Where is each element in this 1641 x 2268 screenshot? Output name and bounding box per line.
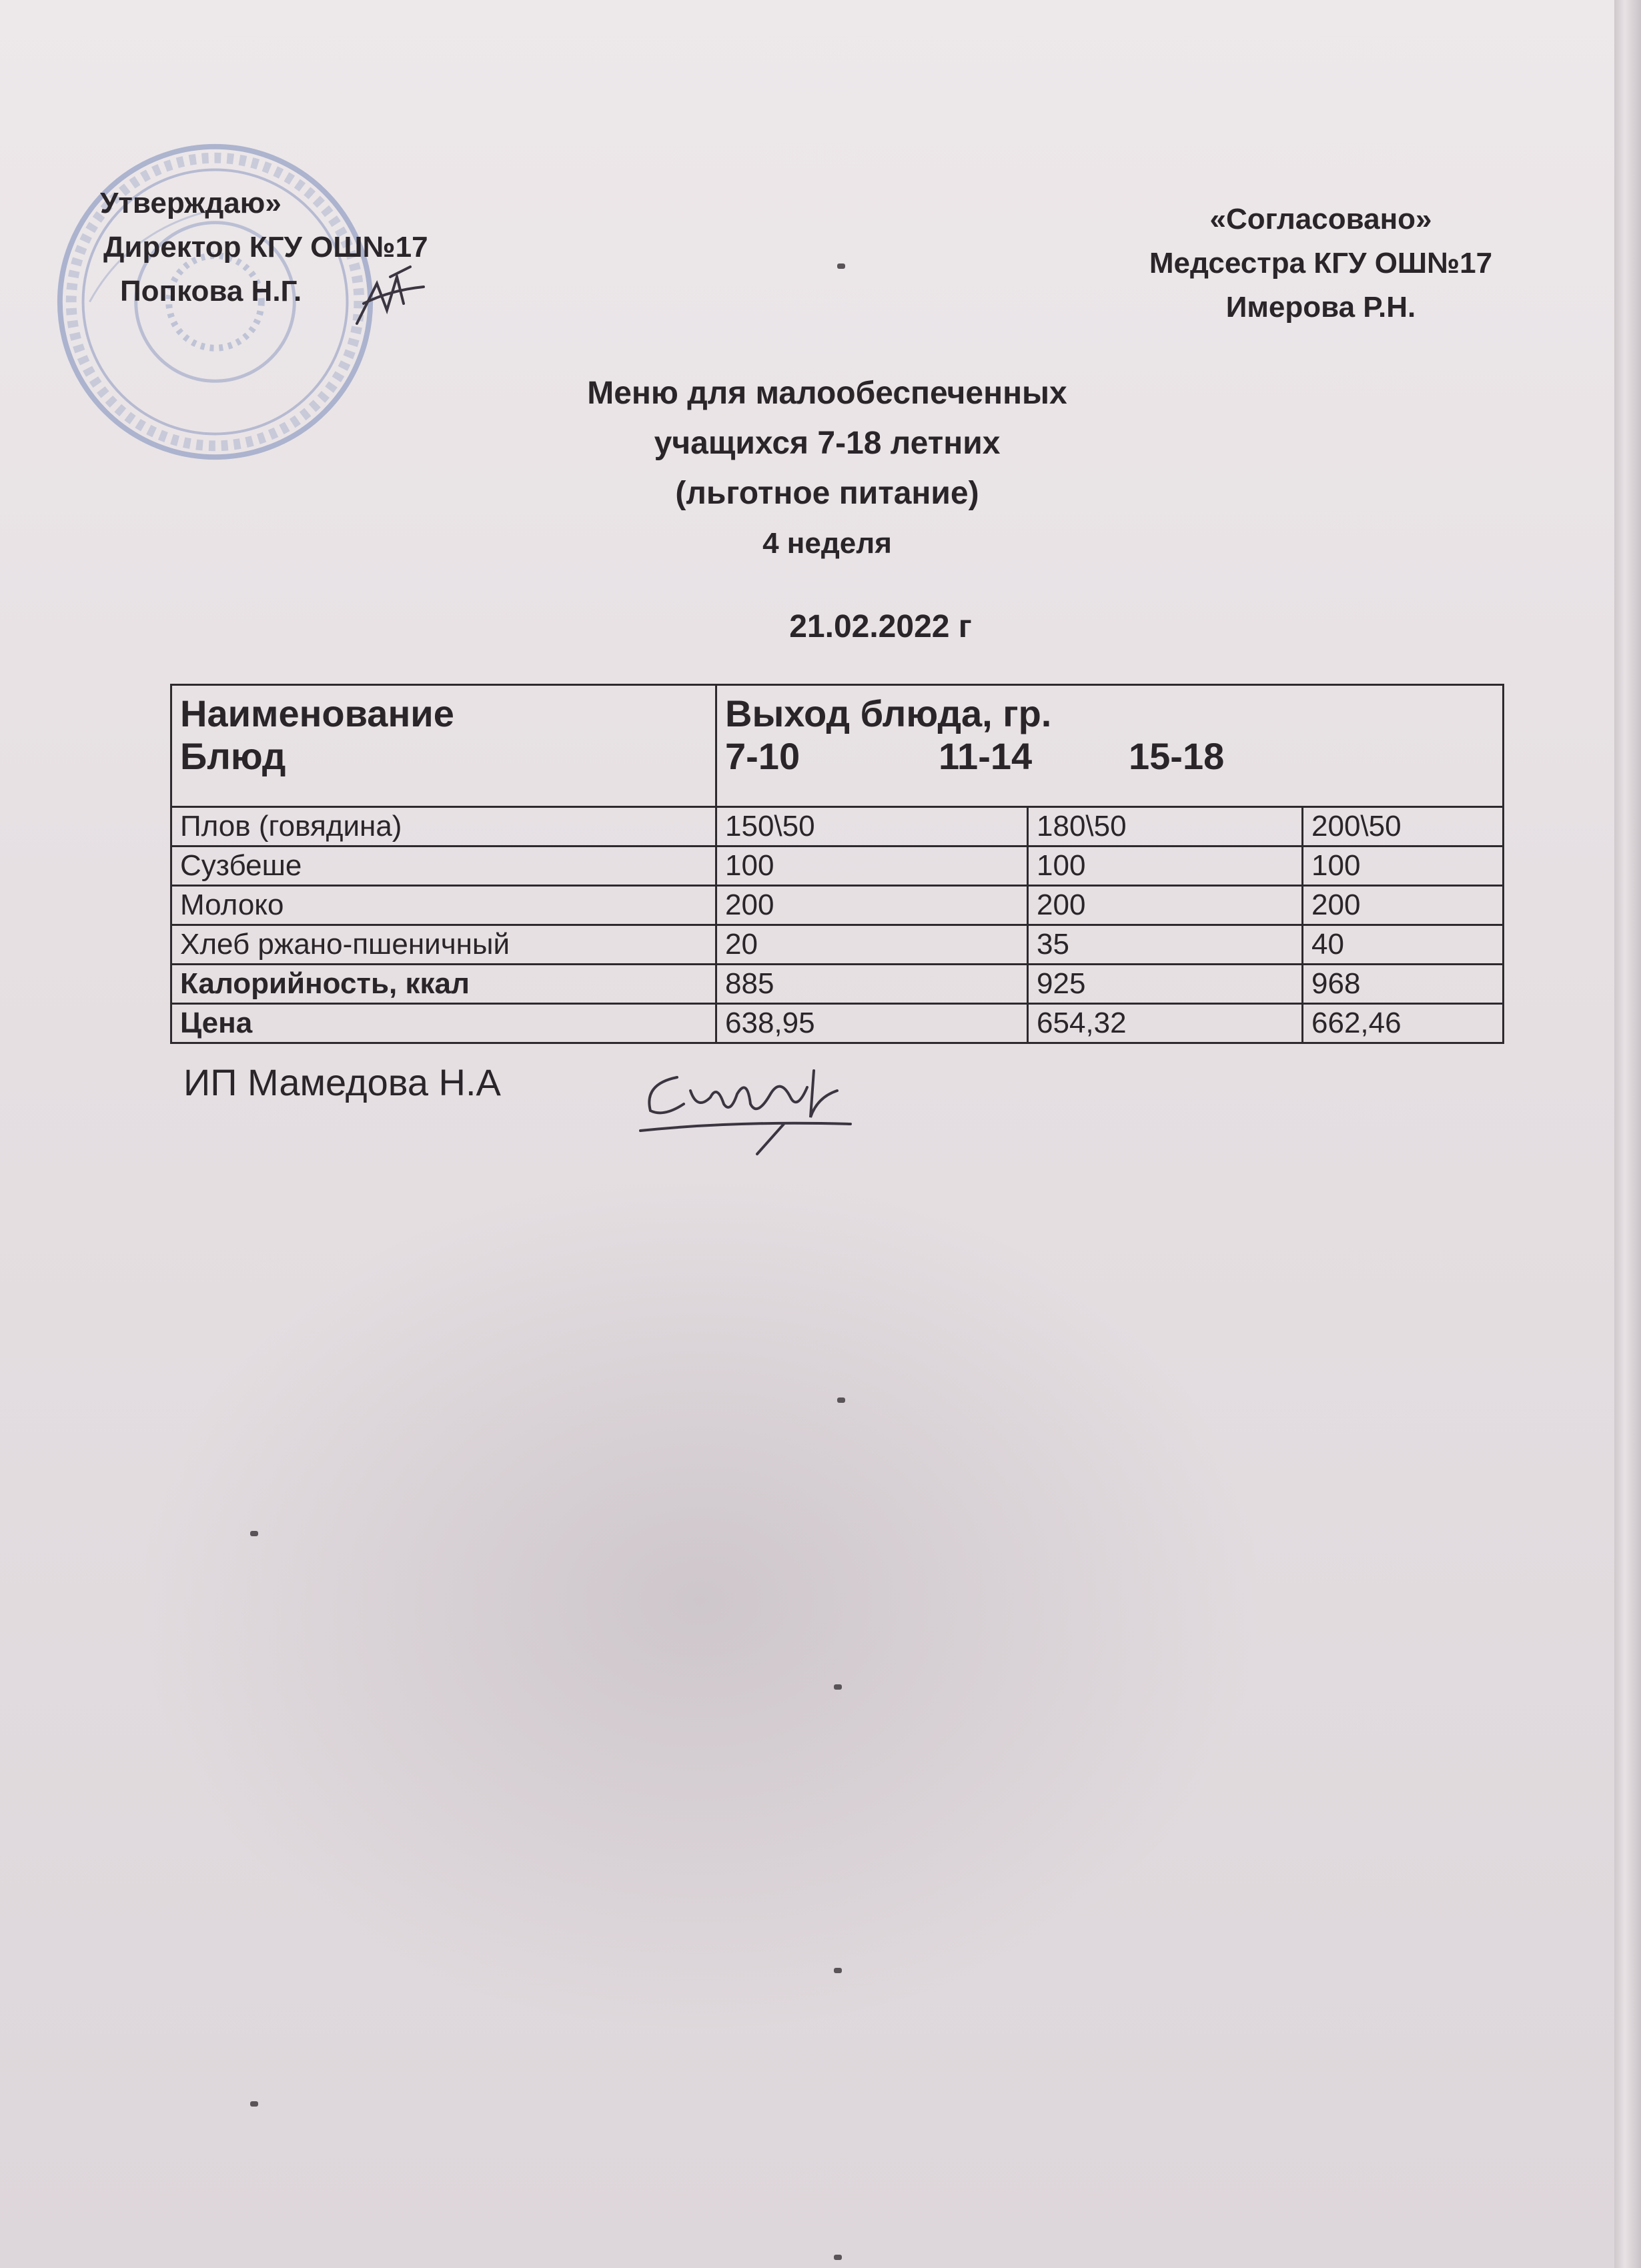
approval-position: Директор КГУ ОШ№17: [103, 231, 428, 263]
menu-table: [170, 684, 1504, 1044]
table-row: [171, 925, 1504, 965]
yield-7-10: 150\50: [716, 807, 1028, 846]
title-line-2: учащихся 7-18 летних: [654, 426, 1001, 461]
pin-dot: [250, 1531, 258, 1536]
supplier-signature: [637, 1057, 857, 1157]
document-title: [427, 368, 1227, 568]
yield-15-18: 200\50: [1303, 807, 1504, 846]
header-age-3: 15-18: [1129, 735, 1225, 777]
yield-7-10: 200: [716, 886, 1028, 925]
table-row: [171, 886, 1504, 925]
reflection-shade: [133, 1167, 1267, 2035]
yield-7-10: 100: [716, 846, 1028, 886]
calories-7-10: 885: [716, 965, 1028, 1004]
menu-date: 21.02.2022 г: [789, 609, 972, 644]
pin-dot: [837, 1397, 845, 1403]
table-header-row: [171, 685, 1504, 807]
table-row: [171, 965, 1504, 1004]
table-row: [171, 1004, 1504, 1043]
header-age-2: 11-14: [939, 735, 1033, 777]
title-line-1: Меню для малообеспеченных: [587, 376, 1067, 411]
calories-11-14: 925: [1028, 965, 1303, 1004]
yield-15-18: 100: [1303, 846, 1504, 886]
dish-name: Сузбеше: [171, 846, 716, 886]
agreement-block: [1107, 197, 1534, 330]
header-age-1: 7-10: [725, 735, 800, 777]
header-dish-name-line1: Наименование: [180, 692, 454, 734]
dish-name: Плов (говядина): [171, 807, 716, 846]
yield-15-18: 200: [1303, 886, 1504, 925]
week-label: 4 неделя: [762, 527, 892, 560]
agreement-position: Медсестра КГУ ОШ№17: [1149, 247, 1493, 279]
calories-label: Калорийность, ккал: [171, 965, 716, 1004]
pin-dot: [834, 1684, 842, 1690]
agreement-person: Имерова Р.Н.: [1225, 291, 1416, 324]
yield-7-10: 20: [716, 925, 1028, 965]
yield-11-14: 35: [1028, 925, 1303, 965]
price-7-10: 638,95: [716, 1004, 1028, 1043]
table-row: [171, 807, 1504, 846]
yield-11-14: 100: [1028, 846, 1303, 886]
approval-title: Утверждаю»: [100, 187, 282, 219]
table-row: [171, 846, 1504, 886]
frame-edge: [1614, 0, 1641, 2268]
header-dish-name: [171, 685, 716, 807]
yield-11-14: 180\50: [1028, 807, 1303, 846]
agreement-title: «Согласовано»: [1209, 203, 1432, 235]
title-line-3: (льготное питание): [675, 476, 979, 511]
pin-dot: [834, 1968, 842, 1973]
header-yield-label: Выход блюда, гр.: [725, 692, 1052, 734]
yield-15-18: 40: [1303, 925, 1504, 965]
header-yield: [716, 685, 1504, 807]
pin-dot: [837, 263, 845, 269]
dish-name: Молоко: [171, 886, 716, 925]
approval-person: Попкова Н.Г.: [120, 275, 302, 308]
pin-dot: [834, 2255, 842, 2260]
price-label: Цена: [171, 1004, 716, 1043]
calories-15-18: 968: [1303, 965, 1504, 1004]
price-15-18: 662,46: [1303, 1004, 1504, 1043]
pin-dot: [250, 2101, 258, 2107]
yield-11-14: 200: [1028, 886, 1303, 925]
dish-name: Хлеб ржано-пшеничный: [171, 925, 716, 965]
price-11-14: 654,32: [1028, 1004, 1303, 1043]
header-dish-name-line2: Блюд: [180, 735, 286, 777]
director-signature: [350, 263, 430, 337]
header-age-groups: [725, 735, 1494, 778]
supplier-name: ИП Мамедова Н.А: [183, 1061, 501, 1103]
